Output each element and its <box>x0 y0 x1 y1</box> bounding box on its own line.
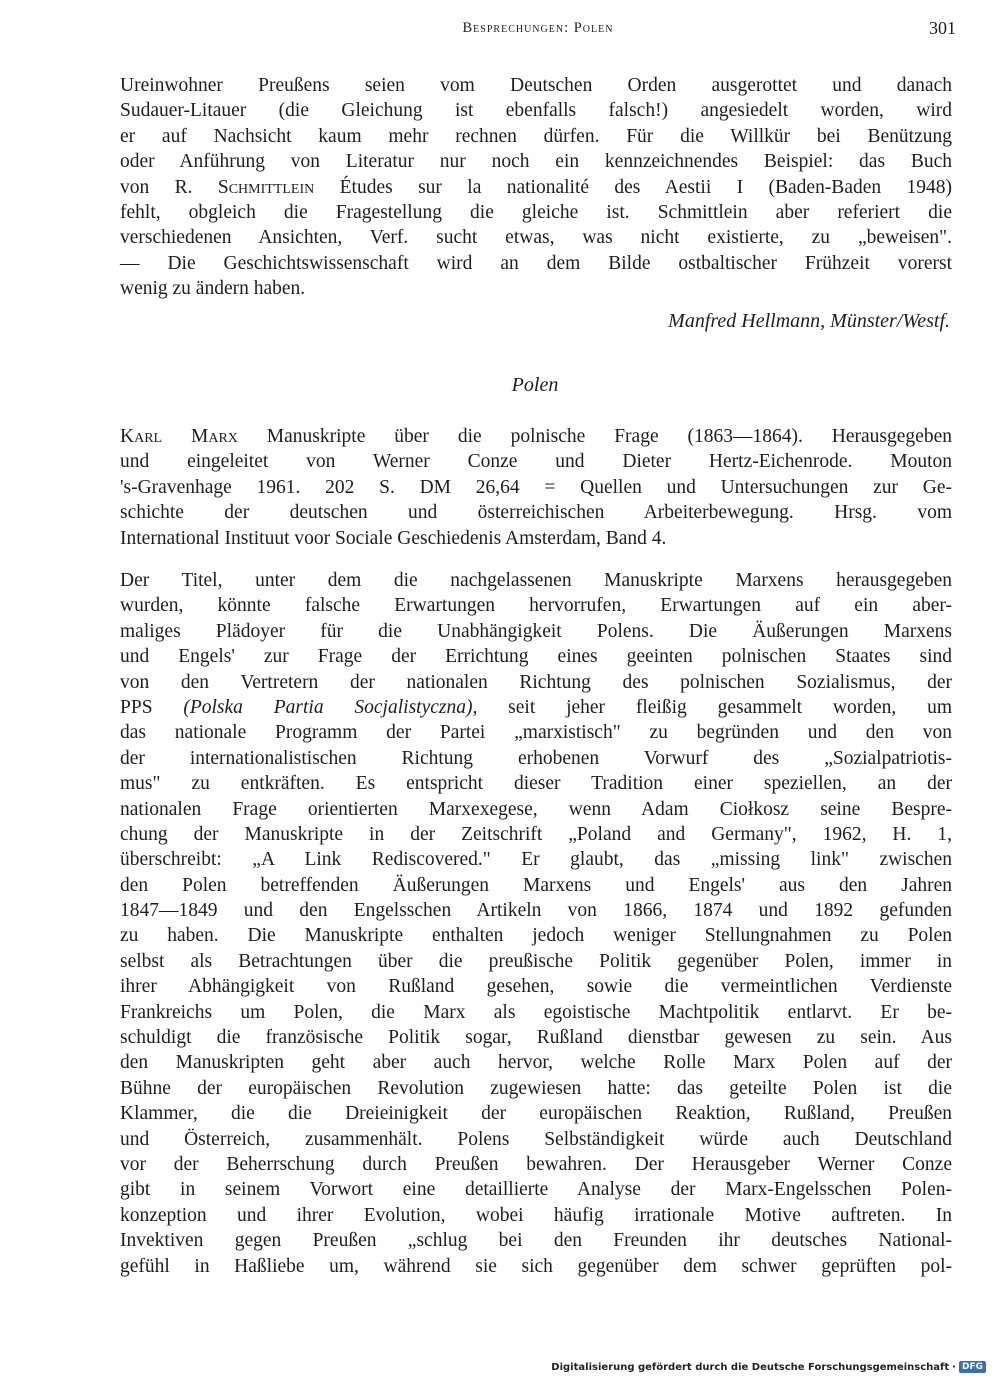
text-line: das nationale Programm der Partei „marxistisch" zu begründen und den von <box>120 722 952 744</box>
text-line: konzeption und ihrer Evolution, wobei häufig irrationale Motive auftreten. In <box>120 1204 952 1226</box>
text-line: den Manuskripten geht aber auch hervor, welche Rolle Marx Polen auf der <box>120 1052 952 1074</box>
text-line: vor der Beherrschung durch Preußen bewahren. Der Herausgeber Werner Conze <box>120 1153 952 1175</box>
text-fragment: seit jeher fleißig gesammelt worden, um <box>477 696 952 718</box>
review-body <box>120 568 952 1279</box>
author-name: Schmittlein <box>217 176 315 198</box>
text-line: 1847—1849 und den Engelsschen Artikeln von 1866, 1874 und 1892 gefunden <box>120 900 952 922</box>
text-line: wenig zu ändern haben. <box>120 278 306 300</box>
text-line: überschreibt: „A Link Rediscovered." Er glaubt, das „missing link" zwischen <box>120 849 952 871</box>
text-line: schuldigt die französische Politik sogar, Rußland dienstbar gewesen zu sein. Aus <box>120 1027 952 1049</box>
text-line: Invektiven gegen Preußen „schlug bei den Freunden ihr deutsches National- <box>120 1230 952 1252</box>
text-line: gibt in seinem Vorwort eine detaillierte Analyse der Marx-Engelsschen Polen- <box>120 1179 952 1201</box>
text-line: International Instituut voor Sociale Geschiedenis Amsterdam, Band 4. <box>120 527 667 549</box>
text-line: nationalen Frage orientierten Marxexegese, wenn Adam Ciołkosz seine Bespre- <box>120 798 952 820</box>
review-top-text <box>120 73 952 302</box>
text-line: Bühne der europäischen Revolution zugewiesen hatte: das geteilte Polen ist die <box>120 1077 952 1099</box>
text-line: Sudauer-Litauer (die Gleichung ist ebenfalls falsch!) angesiedelt worden, wird <box>120 100 952 122</box>
text-fragment: von R. <box>120 176 218 198</box>
text-line: oder Anführung von Literatur nur noch ein kennzeichnendes Beispiel: das Buch <box>120 151 952 173</box>
text-line: 's-Gravenhage 1961. 202 S. DM 26,64 = Quellen und Untersuchungen zur Ge- <box>120 476 952 498</box>
text-fragment: Études sur la nationalité des Aestii I (Baden-Baden 1948) <box>339 176 952 198</box>
text-line <box>120 695 952 720</box>
running-title: Besprechungen: Polen <box>462 20 614 36</box>
text-line <box>120 424 952 449</box>
running-head <box>120 18 956 48</box>
text-line <box>120 175 952 200</box>
text-line: er auf Nachsicht kaum mehr rechnen dürfen. Für die Willkür bei Benützung <box>120 125 952 147</box>
text-line: Frankreichs um Polen, die Marx als egoistische Machtpolitik entlarvt. Er be- <box>120 1001 952 1023</box>
text-line: chung der Manuskripte in der Zeitschrift „Poland and Germany", 1962, H. 1, <box>120 823 952 845</box>
text-line: und Österreich, zusammenhält. Polens Selbständigkeit würde auch Deutschland <box>120 1128 952 1150</box>
dfg-logo-icon: DFG <box>959 1361 986 1373</box>
text-line: Ureinwohner Preußens seien vom Deutschen Orden ausgerottet und danach <box>120 75 952 96</box>
text-fragment: Manuskripte über die polnische Frage (1863—1864). Herausgegeben <box>237 426 952 447</box>
text-fragment: PPS <box>120 696 184 718</box>
text-line: gefühl in Haßliebe um, während sie sich gegenüber dem schwer geprüften pol- <box>120 1255 952 1277</box>
text-line: mus" zu entkräften. Es entspricht dieser Tradition einer speziellen, an der <box>120 773 952 795</box>
party-name: (Polska Partia Socjalistyczna), <box>183 696 478 718</box>
reviewer-signature: Manfred Hellmann, Münster/Westf. <box>668 310 950 332</box>
text-line: schichte der deutschen und österreichischen Arbeiterbewegung. Hrsg. vom <box>120 502 952 524</box>
text-line: Klammer, die die Dreieinigkeit der europäischen Reaktion, Rußland, Preußen <box>120 1103 952 1125</box>
text-line: maliges Plädoyer für die Unabhängigkeit Polens. Die Äußerungen Marxens <box>120 620 952 642</box>
bibliographic-citation <box>120 424 952 551</box>
text-line: wurden, könnte falsche Erwartungen hervorrufen, Erwartungen auf ein aber- <box>120 595 952 617</box>
text-line: — Die Geschichtswissenschaft wird an dem Bilde ostbaltischer Frühzeit vorerst <box>120 252 952 274</box>
text-line: selbst als Betrachtungen über die preußische Politik gegenüber Polen, immer in <box>120 950 952 972</box>
text-line: ihrer Abhängigkeit von Rußland gesehen, sowie die vermeintlichen Verdienste <box>120 976 952 998</box>
text-line: zu haben. Die Manuskripte enthalten jedoch weniger Stellungnahmen zu Polen <box>120 925 952 947</box>
page-number: 301 <box>929 18 956 38</box>
text-line: verschiedenen Ansichten, Verf. sucht etwas, was nicht existierte, zu „beweisen". <box>120 227 952 249</box>
cited-author: Karl Marx <box>120 426 238 447</box>
text-line: fehlt, obgleich die Fragestellung die gleiche ist. Schmittlein aber referiert die <box>120 201 952 223</box>
funding-note: Digitalisierung gefördert durch die Deutsche Forschungsgemeinschaft <box>551 1361 950 1373</box>
text-line: von den Vertretern der nationalen Richtung des polnischen Sozialismus, der <box>120 671 952 693</box>
footer-separator: · <box>952 1361 956 1373</box>
text-line: und eingeleitet von Werner Conze und Dieter Hertz-Eichenrode. Mouton <box>120 451 952 473</box>
digitization-footer <box>551 1361 986 1373</box>
text-line: der internationalistischen Richtung erhobenen Vorwurf des „Sozialpatriotis- <box>120 747 952 769</box>
text-line: und Engels' zur Frage der Errichtung eines geeinten polnischen Staates sind <box>120 646 952 668</box>
text-line: Der Titel, unter dem die nachgelassenen Manuskripte Marxens herausgegeben <box>120 570 952 591</box>
text-line: den Polen betreffenden Äußerungen Marxens und Engels' aus den Jahren <box>120 874 952 896</box>
section-heading: Polen <box>511 374 559 396</box>
